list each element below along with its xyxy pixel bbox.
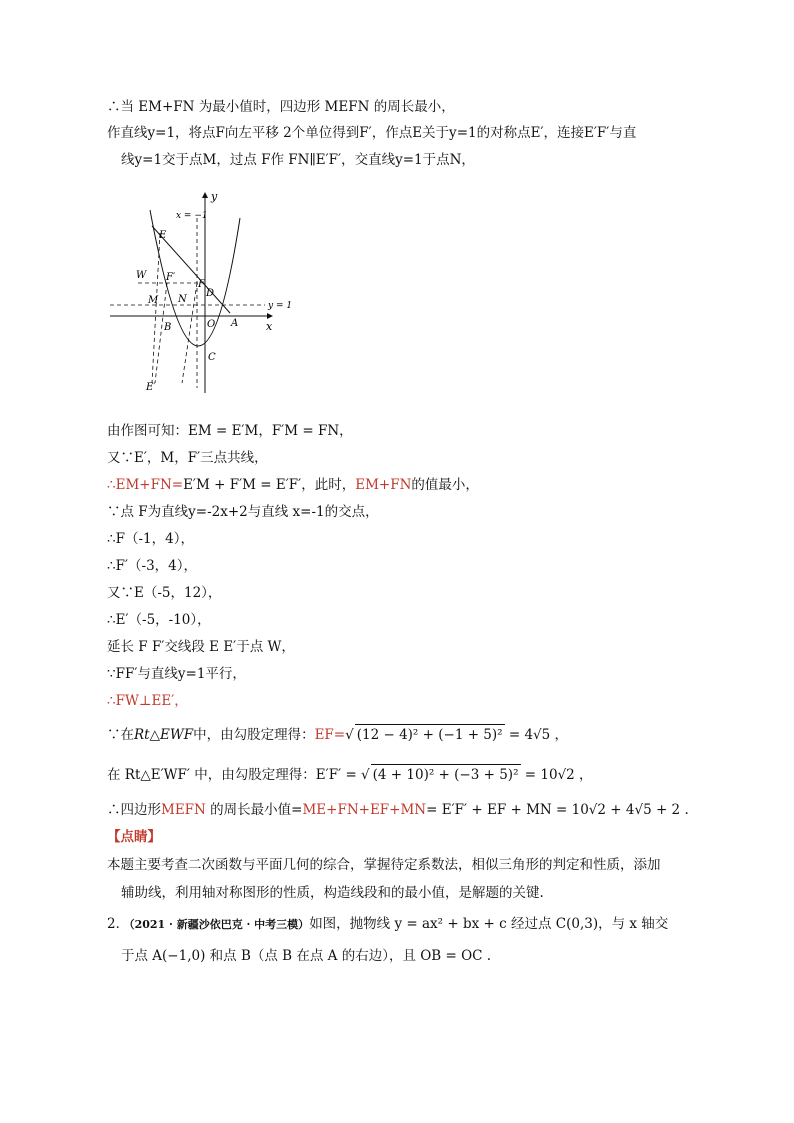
- line-6: ∴EM+FN=E′M + F′M = E′F′，此时，EM+FN的值最小，: [107, 477, 479, 493]
- label-E: E: [159, 230, 167, 241]
- line-12: 延长 F F′交线段 E E′于点 W，: [107, 639, 295, 655]
- label-B: B: [164, 322, 172, 333]
- label-F1: F′: [166, 272, 176, 283]
- label-M: M: [148, 295, 159, 306]
- geometry-figure: [110, 188, 300, 398]
- line-2: 作直线y=1，将点F向左平移 2个单位得到F′，作点E关于y=1的对称点E′，连接E′F′与直: [107, 125, 637, 141]
- label-E1: E′: [146, 382, 156, 393]
- line-13: ∵FF′与直线y=1平行，: [107, 666, 246, 682]
- line-5: 又∵E′，M，F′三点共线，: [107, 450, 268, 466]
- line-11: ∴E′（-5，-10），: [107, 612, 211, 628]
- line-21: 2．（2021 · 新疆沙依巴克 · 中考三模）如图，抛物线 y = ax² + bx + c 经过点 C(0,3)，与 x 轴交: [107, 916, 669, 932]
- line-10: 又∵E（-5，12），: [107, 585, 222, 601]
- line-1: ∴当 EM+FN 为最小值时，四边形 MEFN 的周长最小，: [107, 99, 455, 115]
- line-3: 线y=1交于点M，过点 F作 FN∥E′F′，交直线y=1于点N，: [121, 152, 475, 168]
- label-y: y: [211, 190, 218, 203]
- line-18: 【点睛】: [107, 829, 161, 845]
- line-17: ∴四边形MEFN 的周长最小值=ME+FN+EF+MN= E′F′ + EF + MN = 10√2 + 4√5 + 2 .: [107, 802, 689, 818]
- line-19: 本题主要考查二次函数与平面几何的综合，掌握待定系数法，相似三角形的判定和性质，添加: [107, 857, 661, 873]
- label-N: N: [178, 294, 187, 305]
- line-4: 由作图可知：EM = E′M，F′M = FN，: [107, 423, 353, 439]
- label-W: W: [136, 270, 147, 281]
- label-xeq: x = −1: [176, 211, 208, 221]
- line-9: ∴F′（-3，4），: [107, 558, 198, 574]
- line-8: ∴F（-1，4），: [107, 531, 194, 547]
- label-O: O: [207, 319, 216, 330]
- label-F: F: [198, 279, 205, 290]
- label-A: A: [231, 318, 239, 329]
- label-x: x: [266, 320, 273, 333]
- line-20: 辅助线，利用轴对称图形的性质，构造线段和的最小值，是解题的关键.: [121, 885, 544, 901]
- label-yeq: y = 1: [268, 301, 293, 311]
- line-7: ∵点 F为直线y=-2x+2与直线 x=-1的交点，: [107, 504, 379, 520]
- line-14: ∴FW⊥EE′，: [107, 693, 188, 709]
- label-D: D: [206, 288, 215, 299]
- line-ee1: [152, 233, 160, 383]
- label-C: C: [208, 352, 216, 363]
- line-16: 在 Rt△E′WF′ 中，由勾股定理得：E′F′ = √ (4 + 10)² + (−3 + 5)² = 10√2 ，: [107, 764, 593, 785]
- line-15: ∵在Rt△EWF中，由勾股定理得：EF=√ (12 − 4)² + (−1 + 5)² = 4√5 ，: [107, 724, 568, 745]
- line-22: 于点 A(−1,0) 和点 B（点 B 在点 A 的右边），且 OB = OC .: [121, 948, 492, 964]
